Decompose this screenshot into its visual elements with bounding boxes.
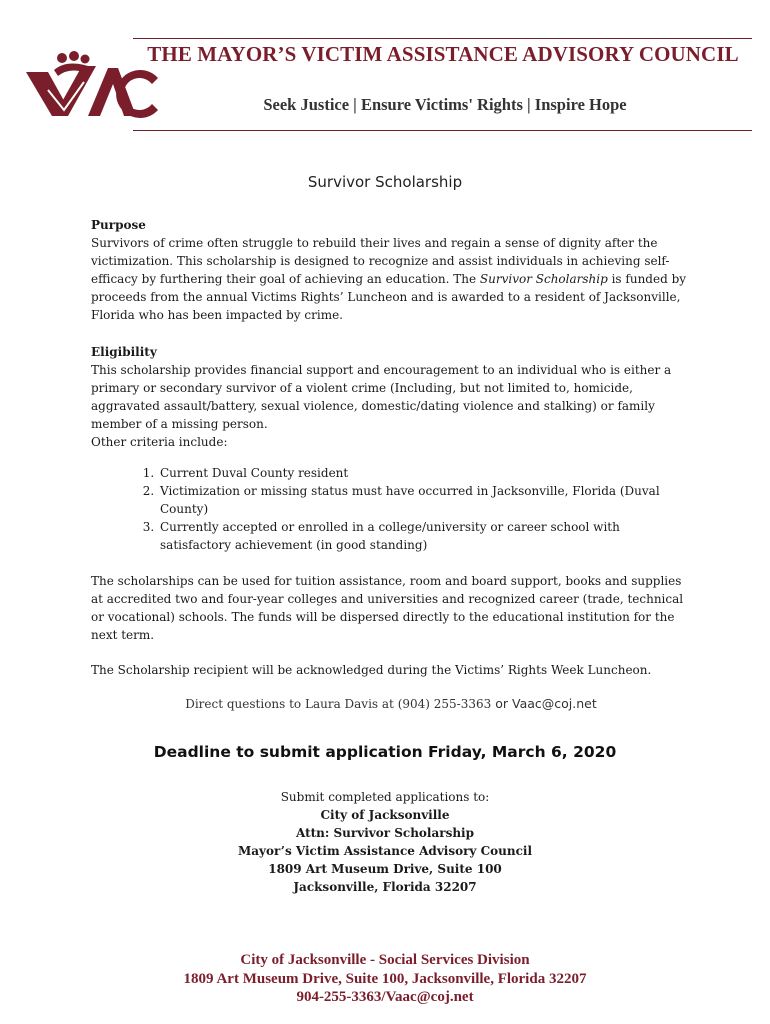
contact-line: Direct questions to Laura Davis at (904) 255-3363 or Vaac@coj.net [185,696,597,711]
eligibility-text: This scholarship provides financial support and encouragement to an individual who is either a primary or secondary survivor of a violent crime (Including, but not limited to, homicide, aggravated assault/battery, sexual violence, domestic/dating violence and stalking) or family member of a missing person. [91,363,672,431]
header-rule-top [133,38,752,39]
address-line: Mayor’s Victim Assistance Advisory Council [237,844,533,858]
address-line: 1809 Art Museum Drive, Suite 100 [268,862,502,876]
purpose-heading: Purpose [91,218,146,232]
criteria-item: 2. Victimization or missing status must have occurred in Jacksonville, Florida (Duval County) [158,482,691,518]
eligibility-heading: Eligibility [91,345,157,359]
footer-address: 1809 Art Museum Drive, Suite 100, Jacksonville, Florida 32207 [183,970,587,987]
purpose-text: Survivors of crime often struggle to rebuild their lives and regain a sense of dignity after the victimization. This scholarship is designed to recognize and assist individuals in achieving self-efficacy by furthering their goal of achieving an education. The Survivor Scholarship is funded by proceeds from the annual Victims Rights’ Luncheon and is awarded to a resident of Jacksonville, Florida who has been impacted by crime. [91,236,687,322]
uses-text: The scholarships can be used for tuition assistance, room and board support, books and supplies at accredited two and four-year colleges and universities and recognized career (trade, technical or vocational) schools. The funds will be dispersed directly to the educational institution for the next term. [91,574,684,642]
footer-division: City of Jacksonville - Social Services Division [240,952,530,968]
footer-contact: 904-255-3363/Vaac@coj.net [296,989,474,1005]
org-title: THE MAYOR’S VICTIM ASSISTANCE ADVISORY COUNCIL [147,42,739,66]
submit-address-block [0,788,770,896]
address-line: City of Jacksonville [320,808,450,822]
address-line: Attn: Survivor Scholarship [295,826,475,840]
page-title: Survivor Scholarship [307,173,463,191]
submit-intro: Submit completed applications to: [280,790,490,804]
deadline-banner: Deadline to submit application Friday, March 6, 2020 [153,743,617,761]
other-criteria-label: Other criteria include: [91,435,228,449]
tagline: Seek Justice | Ensure Victims' Rights | Inspire Hope [263,95,627,114]
document-body [91,216,691,725]
criteria-item: 3. Currently accepted or enrolled in a college/university or career school with satisfactory achievement (in good standing) [158,518,691,554]
address-line: Jacksonville, Florida 32207 [293,880,477,894]
acknowledgment-text: The Scholarship recipient will be acknowledged during the Victims’ Rights Week Luncheon. [91,663,652,677]
criteria-list [91,464,691,554]
scholarship-name-italic: Survivor Scholarship [479,272,608,286]
criteria-item: 1. Current Duval County resident [158,464,691,482]
contact-email-link[interactable]: or Vaac@coj.net [491,696,597,711]
footer [0,951,770,1007]
header-rule-bottom [133,130,752,131]
